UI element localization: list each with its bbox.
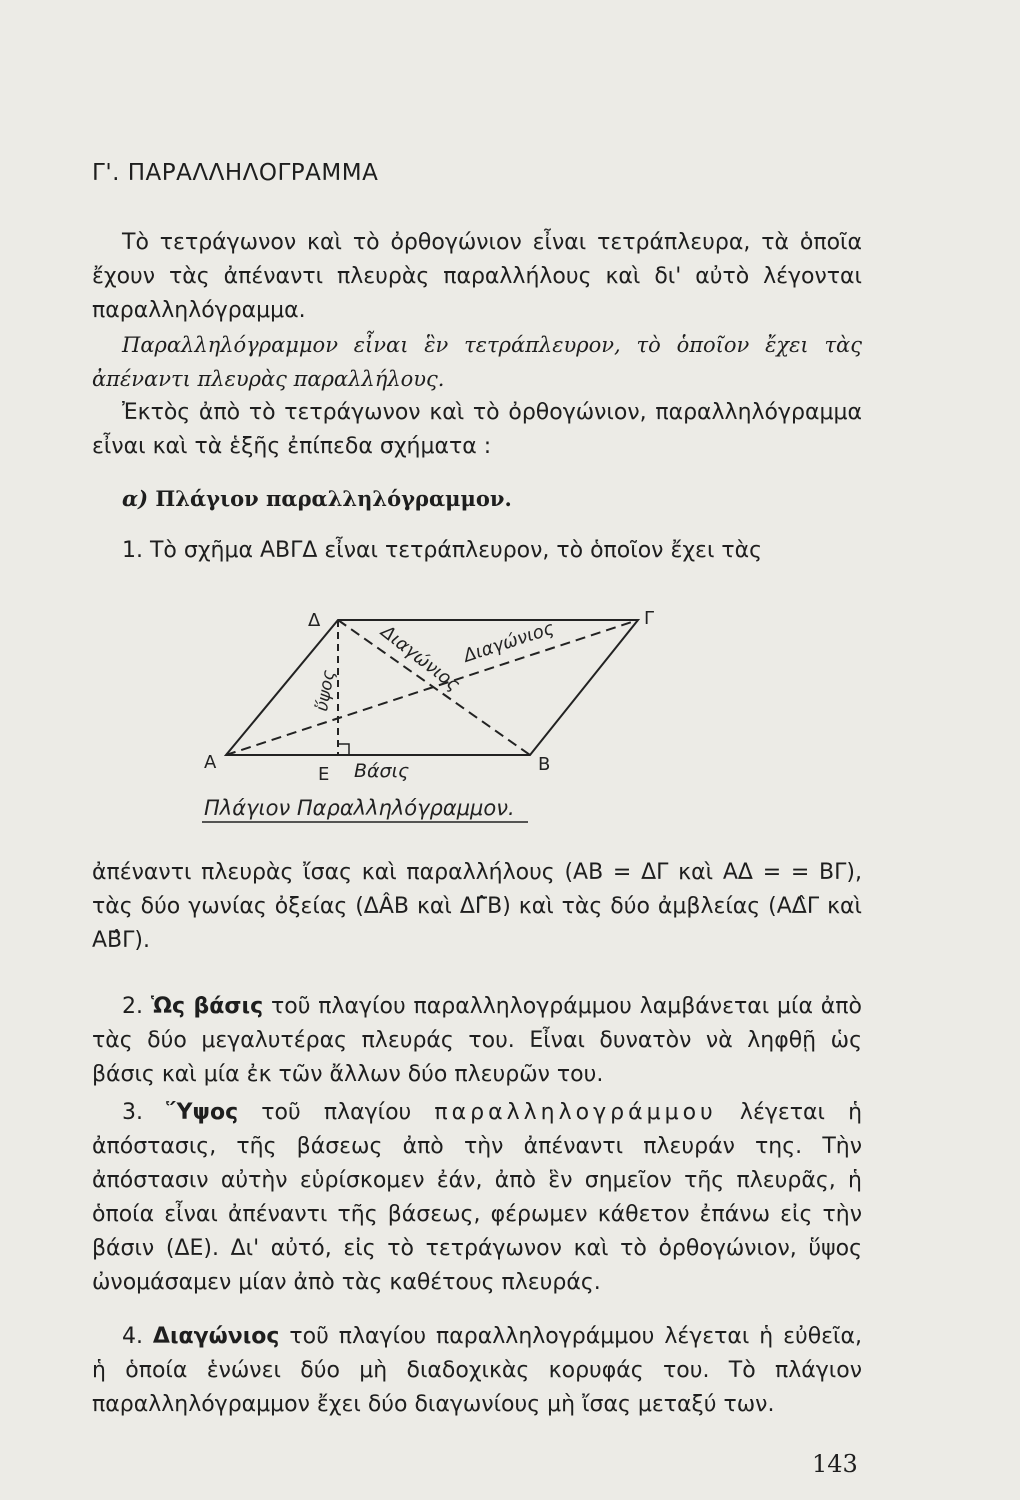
parallelogram-figure [190, 600, 690, 840]
item2-text: τοῦ πλαγίου παραλληλογράμμου λαμβάνεται μία ἀπὸ τὰς δύο μεγαλυτέρας πλευράς του. Εἶναι δυνατὸν νὰ ληφθῇ ὡς βάσις καὶ μία ἐκ τῶν ἄλλων δύο πλευρῶν του. [92, 994, 863, 1087]
item4-paragraph [92, 1320, 862, 1422]
besides-paragraph: Ἐκτὸς ἀπὸ τὸ τετράγωνον καὶ τὸ ὀρθογώνιον, παραλληλόγραμμα εἶναι καὶ τὰ ἑξῆς ἐπίπεδα σχήματα : [92, 400, 862, 459]
item4-text: τοῦ πλαγίου παραλληλογράμμου λέγεται ἡ εὐθεῖα, ἡ ὁποία ἑνώνει δύο μὴ διαδοχικὰς κορυφάς του. Τὸ πλάγιον παραλληλόγραμμον ἔχει δύο διαγωνίους μὴ ἴσας μεταξύ των. [92, 1324, 863, 1417]
item3-term: Ὕψος [166, 1100, 239, 1125]
item2-paragraph [92, 990, 862, 1092]
subsection-heading [122, 486, 512, 511]
subsection-label: α) [122, 486, 149, 511]
definition-paragraph: Παραλληλόγραμμον εἶναι ἓν τετράπλευρον, τὸ ὁποῖον ἔχει τὰς ἀπέναντι πλευρὰς παραλλήλους. [92, 333, 862, 391]
diagonal-label-2: Διαγώνιος [376, 621, 464, 696]
figure-caption: Πλάγιον Παραλληλόγραμμον. [204, 796, 515, 820]
base-label: Βάσις [354, 760, 410, 782]
diagonal-label-1: Διαγώνιος [461, 617, 557, 667]
item1-continuation: ἀπέναντι πλευρὰς ἴσας καὶ παραλλήλους (ΑΒ = ΔΓ καὶ ΑΔ = = ΒΓ), τὰς δύο γωνίας ὀξείας (ΔÂΒ καὶ ΔΓ̂Β) καὶ τὰς δύο ἀμβλείας (ΑΔ̂Γ καὶ ΑΒ̂Γ). [92, 860, 862, 953]
item3-text: λέγεται ἡ ἀπόστασις, τῆς βάσεως ἀπὸ τὴν ἀπέναντι πλευράν της. Τὴν ἀπόστασιν αὐτὴν εὑρίσκομεν ἐάν, ἀπὸ ἓν σημεῖον τῆς πλευρᾶς, ἡ ὁποία εἶναι ἀπέναντι τῆς βάσεως, φέρωμεν κάθετον ἐπάνω εἰς τὴν βάσιν (ΔΕ). Δι' αὐτό, εἰς τὸ τετράγωνον καὶ τὸ ὀρθογώνιον, ὕψος ὠνομάσαμεν μίαν ἀπὸ τὰς καθέτους πλευράς. [92, 1100, 863, 1295]
vertex-g-label: Γ [644, 608, 655, 629]
item4-term: Διαγώνιος [152, 1324, 280, 1349]
subsection-title: Πλάγιον παραλληλόγραμμον. [155, 486, 512, 511]
item3-number: 3. [122, 1100, 143, 1125]
item4-number: 4. [122, 1324, 143, 1349]
item1-start: 1. Τὸ σχῆμα ΑΒΓΔ εἶναι τετράπλευρον, τὸ ὁποῖον ἔχει τὰς [122, 538, 763, 563]
vertex-a-label: Α [204, 752, 217, 773]
foot-e-label: Ε [318, 764, 330, 785]
diagonal-ag [226, 617, 638, 755]
item3-pre: τοῦ πλαγίου [261, 1100, 412, 1125]
item2-term: Ὡς βάσις [150, 994, 264, 1019]
item2-number: 2. [122, 994, 143, 1019]
vertex-b-label: Β [538, 754, 551, 775]
right-angle-mark [338, 744, 349, 755]
vertex-d-label: Δ [308, 610, 321, 631]
intro-paragraph: Τὸ τετράγωνον καὶ τὸ ὀρθογώνιον εἶναι τετράπλευρα, τὰ ὁποῖα ἔχουν τὰς ἀπέναντι πλευρὰς παραλλήλους καὶ δι' αὐτὸ λέγονται παραλληλόγραμμα. [92, 230, 862, 323]
item3-paragraph [92, 1096, 862, 1300]
page-number: 143 [812, 1450, 858, 1478]
section-title: Γ'. ΠΑΡΑΛΛΗΛΟΓΡΑΜΜΑ [92, 160, 379, 186]
item3-spaced-word: παραλληλογράμμου [434, 1100, 717, 1125]
height-label: ὕψος [312, 668, 340, 713]
